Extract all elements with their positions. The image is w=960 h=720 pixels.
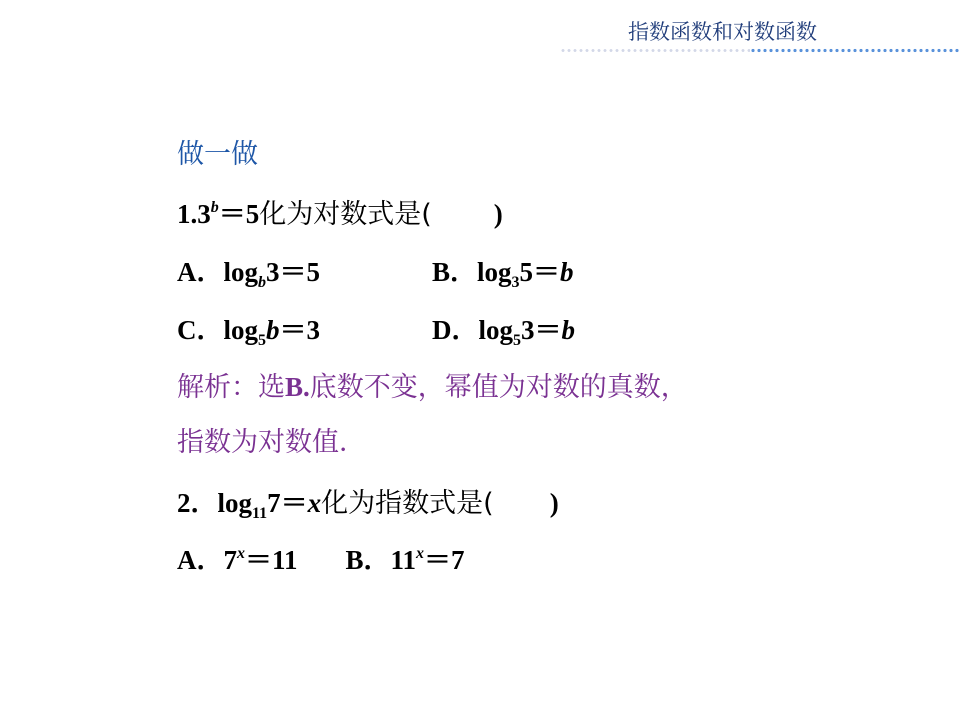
analysis-line-1: 解析：选B.底数不变，幂值为对数的真数， [177,372,688,403]
q1-option-a: A．$\log_b3=5$ [177,257,321,291]
q1-text: 化为对数式是( [259,199,432,230]
section-title: 做一做 [177,139,258,170]
q2-option-b: B．$11^x=7$ [345,545,465,575]
q1-option-d: D．$\log_53=b$ [432,315,576,349]
q1-base: 3 [197,199,211,229]
header-dotted-rule-strong [750,48,960,53]
question-2: 2．$\log_{11}7=x$化为指数式是( ) [177,488,559,522]
q2-option-a: A．$7^x=11$ [177,545,298,575]
q1-option-c: C．$\log_5b=3$ [177,315,321,349]
q1-equals: ＝5 [218,199,260,229]
header-dotted-rule [560,48,750,53]
q2-options-row [177,543,465,577]
q1-exponent: b [210,199,219,216]
q1-options-row-1 [177,255,574,289]
q1-options-row-2 [177,313,575,347]
q1-number: 1. [177,199,198,229]
question-1 [177,197,503,232]
q1-close: ) [493,199,503,229]
header-title: 指数函数和对数函数 [628,20,817,44]
q1-option-b: B．$\log_35=b$ [432,257,574,291]
analysis-line-2: 指数为对数值． [177,427,366,458]
